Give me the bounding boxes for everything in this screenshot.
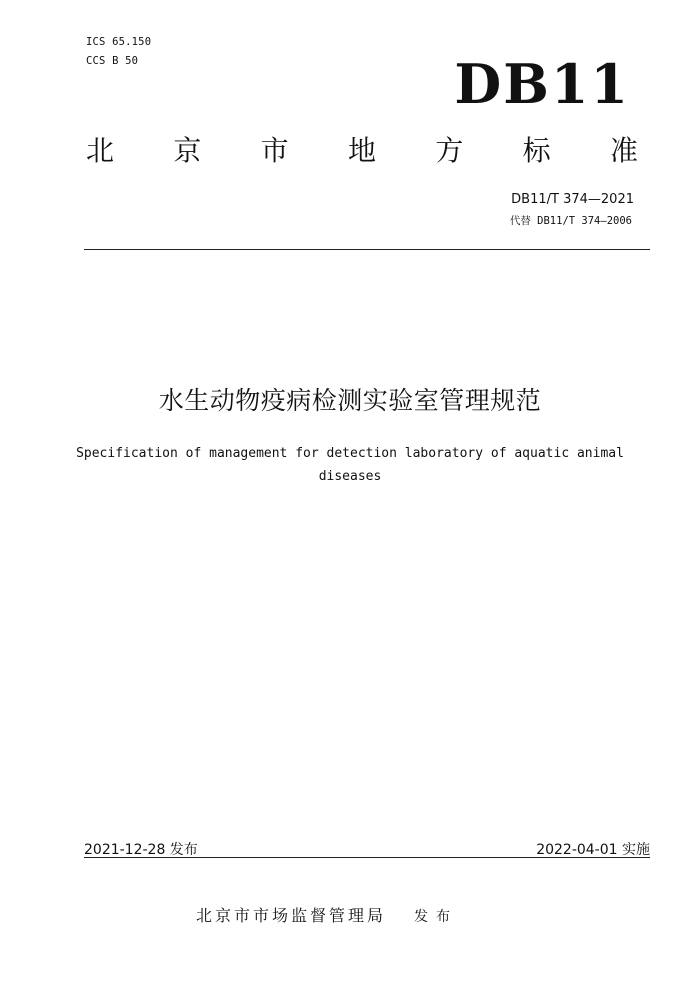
top-divider — [84, 249, 650, 250]
bottom-divider — [84, 857, 650, 858]
replaces-number: 代替 DB11/T 374—2006 — [509, 215, 632, 227]
english-title-line-2: diseases — [318, 469, 382, 484]
db-logo: DB11 — [454, 52, 630, 116]
standard-type-char: 市 — [260, 134, 289, 167]
standard-type-char: 准 — [609, 134, 638, 167]
standard-type-char: 方 — [435, 134, 464, 167]
standard-type-char: 地 — [347, 134, 376, 167]
chinese-title: 水生动物疫病检测实验室管理规范 — [158, 386, 542, 415]
english-title — [40, 442, 660, 488]
standard-type-char: 京 — [173, 134, 202, 167]
standard-type-heading — [86, 136, 638, 167]
english-title-line-1: Specification of management for detection laboratory of aquatic animal — [76, 446, 624, 461]
publisher-name: 北京市市场监督管理局 — [196, 906, 387, 925]
ccs-code: CCS B 50 — [86, 55, 139, 67]
issue-date: 2021-12-28 发布 — [84, 842, 198, 858]
date-row — [84, 839, 650, 859]
issue-label: 发布 — [414, 909, 459, 925]
ics-code: ICS 65.150 — [86, 36, 152, 48]
standard-type-char: 北 — [86, 134, 115, 167]
standard-type-char: 标 — [522, 134, 551, 167]
implement-date: 2022-04-01 实施 — [536, 842, 650, 858]
standard-number: DB11/T 374—2021 — [511, 192, 634, 207]
publisher-row — [196, 903, 458, 926]
